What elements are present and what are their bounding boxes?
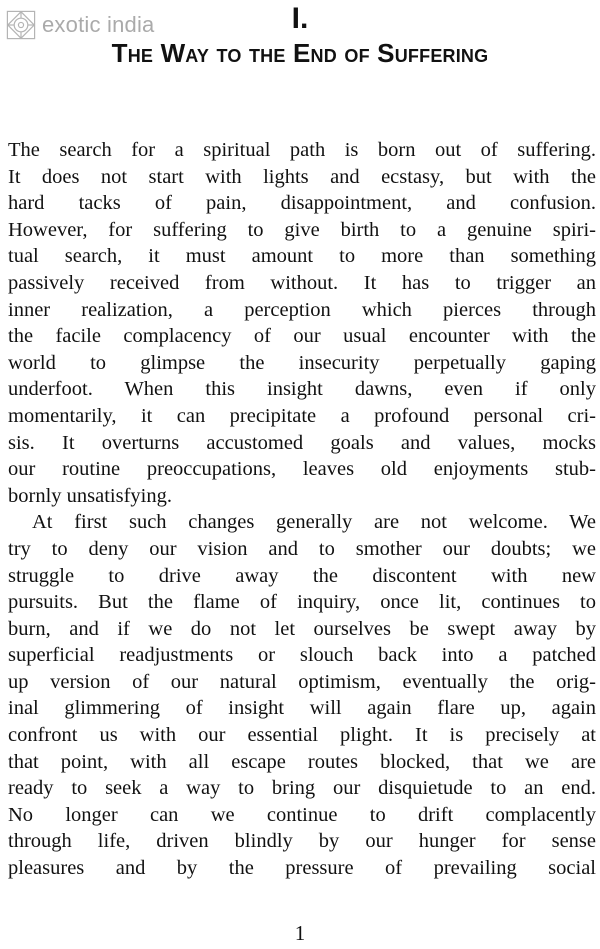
text-line: try to deny our vision and to smother our doubts; we bbox=[8, 537, 596, 560]
text-line: tual search, it must amount to more than something bbox=[8, 245, 596, 268]
paragraph-2 bbox=[8, 509, 596, 881]
body-text bbox=[8, 137, 596, 882]
text-line: passively received from without. It has to trigger an bbox=[8, 271, 596, 294]
text-line: inner realization, a perception which pierces through bbox=[8, 298, 596, 321]
text-line: momentarily, it can precipitate a profound personal cri- bbox=[8, 404, 596, 427]
text-line: pleasures and by the pressure of prevailing social bbox=[8, 857, 596, 880]
text-line: world to glimpse the insecurity perpetually gaping bbox=[8, 351, 596, 374]
text-line: No longer can we continue to drift complacently bbox=[8, 803, 596, 826]
text-line: inal glimmering of insight will again flare up, again bbox=[8, 697, 596, 720]
text-line: bornly unsatisfying. bbox=[8, 484, 172, 507]
chapter-number: I. bbox=[291, 2, 309, 35]
watermark-text: exotic india bbox=[42, 12, 155, 37]
text-line: the facile complacency of our usual encounter with the bbox=[8, 325, 596, 348]
text-line: our routine preoccupations, leaves old enjoyments stub- bbox=[8, 458, 596, 481]
text-line: through life, driven blindly by our hunger for sense bbox=[8, 830, 596, 853]
text-line: superficial readjustments or slouch back into a patched bbox=[8, 644, 596, 667]
text-line: hard tacks of pain, disappointment, and confusion. bbox=[8, 192, 596, 215]
text-line: sis. It overturns accustomed goals and values, mocks bbox=[8, 431, 596, 454]
text-line: underfoot. When this insight dawns, even if only bbox=[8, 378, 596, 401]
text-line: burn, and if we do not let ourselves be swept away by bbox=[8, 617, 596, 640]
text-line: pursuits. But the flame of inquiry, once lit, continues to bbox=[8, 591, 596, 614]
text-line: The search for a spiritual path is born out of suffering. bbox=[8, 139, 596, 161]
paragraph-1 bbox=[8, 137, 596, 509]
text-line: At first such changes generally are not welcome. We bbox=[32, 511, 596, 534]
text-line: ready to seek a way to bring our disquietude to an end. bbox=[8, 777, 596, 800]
text-line: up version of our natural optimism, eventually the orig- bbox=[8, 670, 596, 693]
text-line: that point, with all escape routes blocked, that we are bbox=[8, 750, 596, 773]
text-line: struggle to drive away the discontent with new bbox=[8, 564, 596, 587]
text-line: It does not start with lights and ecstasy, but with the bbox=[8, 165, 596, 188]
chapter-title: The Way to the End of Suffering bbox=[111, 38, 489, 68]
text-line: confront us with our essential plight. It is precisely at bbox=[8, 724, 596, 747]
text-line: However, for suffering to give birth to a genuine spiri- bbox=[8, 218, 596, 241]
page-number: 1 bbox=[294, 921, 306, 945]
